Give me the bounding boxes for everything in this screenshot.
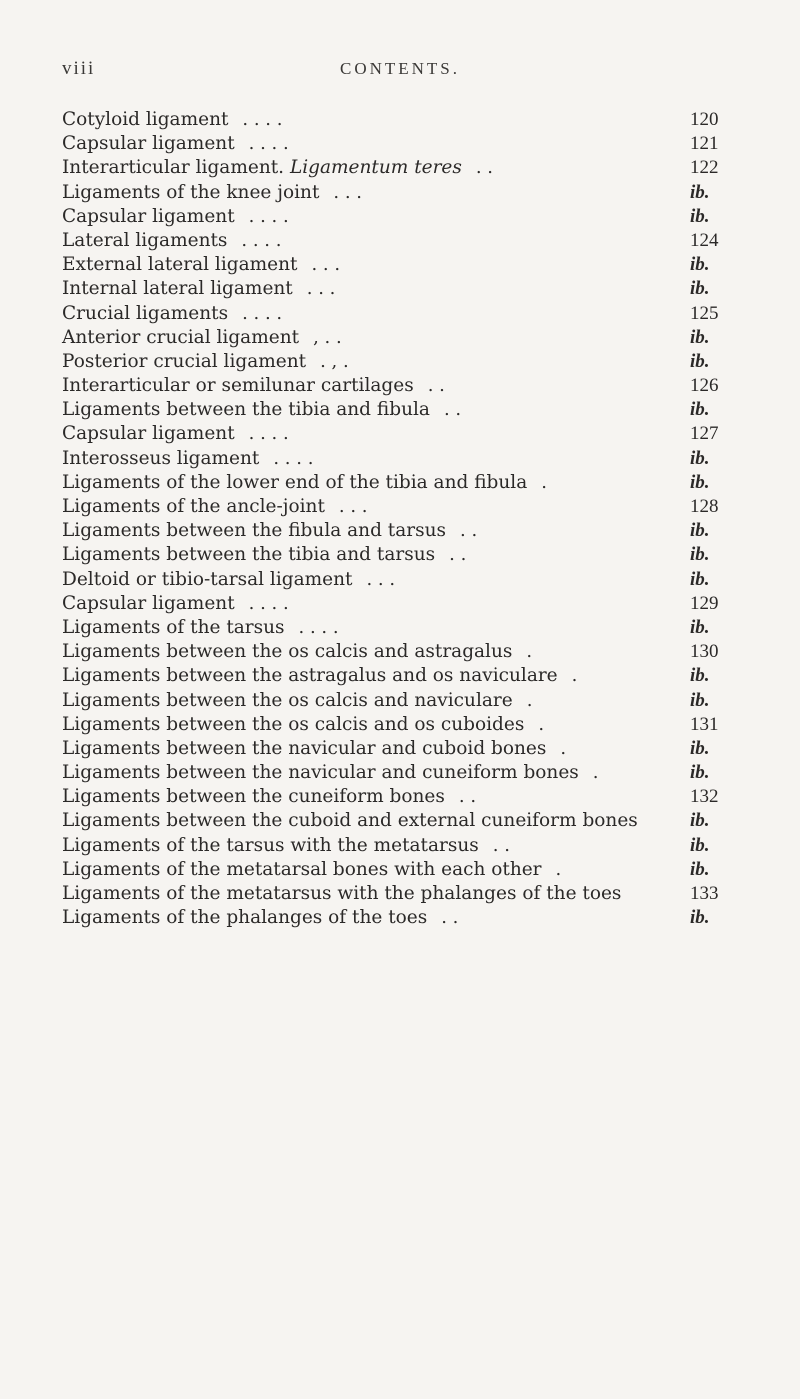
entry-title-text: Ligaments between the os calcis and astragalus bbox=[62, 641, 513, 663]
toc-entry bbox=[62, 809, 738, 833]
entry-title bbox=[62, 543, 435, 567]
dot-leader: . . bbox=[449, 544, 467, 566]
dot-leader: . bbox=[592, 762, 599, 784]
entry-title-text: Ligaments of the metatarsus with the phalanges of the toes bbox=[62, 883, 622, 904]
toc-entry bbox=[62, 543, 738, 567]
entry-title-text: Capsular ligament bbox=[62, 592, 235, 614]
entry-page-number: 125 bbox=[690, 302, 719, 324]
entry-page-number: ib. bbox=[690, 520, 710, 542]
toc-entry bbox=[62, 374, 738, 398]
entry-title bbox=[62, 737, 546, 761]
entry-title bbox=[62, 156, 462, 180]
entry-page-number: ib. bbox=[690, 278, 710, 300]
toc-entry bbox=[62, 447, 738, 471]
entry-title bbox=[62, 181, 319, 205]
entry-title bbox=[62, 616, 285, 640]
dot-leader: . . bbox=[427, 375, 445, 397]
entry-title bbox=[62, 713, 524, 737]
dot-leader: . . . . bbox=[241, 229, 282, 251]
running-head: CONTENTS. bbox=[339, 59, 461, 78]
entry-page-number: 133 bbox=[690, 883, 719, 904]
entry-page-number: ib. bbox=[690, 205, 710, 227]
entry-title bbox=[62, 689, 513, 713]
entry-page-number: 121 bbox=[690, 133, 719, 155]
entry-page-number: ib. bbox=[690, 471, 710, 493]
dot-leader: . bbox=[538, 713, 545, 735]
entry-title bbox=[62, 592, 235, 616]
toc-entry bbox=[62, 834, 738, 858]
entry-title bbox=[62, 664, 558, 688]
entry-title-text: Ligaments of the tarsus bbox=[62, 616, 285, 638]
entry-title bbox=[62, 277, 293, 301]
toc-entry bbox=[62, 785, 738, 809]
toc-entry bbox=[62, 156, 738, 180]
entry-title bbox=[62, 108, 228, 132]
entry-title bbox=[62, 422, 235, 446]
entry-title bbox=[62, 809, 638, 833]
toc-entry bbox=[62, 350, 738, 374]
dot-leader: . . . . bbox=[248, 423, 289, 445]
dot-leader: . bbox=[526, 641, 533, 663]
dot-leader: . bbox=[571, 665, 578, 687]
entry-title-text: Posterior crucial ligament bbox=[62, 350, 307, 372]
entry-title bbox=[62, 519, 446, 543]
entry-title bbox=[62, 495, 325, 519]
entry-page-number: ib. bbox=[690, 568, 710, 590]
entry-page-number: ib. bbox=[690, 447, 710, 469]
entry-title-text: Ligaments of the knee joint bbox=[62, 181, 320, 203]
entry-title bbox=[62, 906, 427, 930]
dot-leader: . . . . bbox=[242, 302, 283, 324]
entry-title-text: Interarticular or semilunar cartilages bbox=[62, 375, 414, 397]
dot-leader: . bbox=[541, 471, 547, 493]
entry-title bbox=[62, 882, 621, 906]
entry-page-number: 120 bbox=[690, 109, 719, 130]
toc-entry bbox=[62, 858, 738, 882]
entry-title-text: Crucial ligaments bbox=[62, 302, 229, 324]
toc-entry bbox=[62, 181, 738, 205]
entry-title-text: Lateral ligaments bbox=[62, 229, 228, 251]
entry-title-text: Ligaments between the cuneiform bones bbox=[62, 786, 445, 808]
entry-page-number: ib. bbox=[690, 665, 710, 687]
toc-entry bbox=[62, 689, 738, 713]
toc-entry bbox=[62, 471, 738, 495]
entry-title bbox=[62, 229, 227, 253]
dot-leader: . . . bbox=[338, 496, 368, 517]
dot-leader: . . bbox=[460, 520, 478, 542]
toc-entry bbox=[62, 253, 738, 277]
entry-title bbox=[62, 374, 414, 398]
toc-entry bbox=[62, 713, 738, 737]
entry-title-text: Ligaments between the navicular and cuboid bones bbox=[62, 737, 547, 759]
toc-entry bbox=[62, 640, 738, 664]
entry-page-number: ib. bbox=[690, 181, 710, 203]
entry-title-text: Ligaments between the fibula and tarsus bbox=[62, 520, 447, 542]
entry-title bbox=[62, 326, 299, 350]
dot-leader: . . . . bbox=[273, 447, 314, 469]
entry-page-number: ib. bbox=[690, 616, 710, 638]
entry-title-text: Ligaments between the cuboid and external cuneiform bones bbox=[62, 810, 638, 832]
entry-page-number: 128 bbox=[690, 496, 719, 517]
entry-title bbox=[62, 471, 527, 495]
entry-page-number: ib. bbox=[690, 834, 710, 856]
entry-title-text: Ligaments between the tibia and fibula bbox=[62, 399, 430, 421]
entry-title-text: Capsular ligament bbox=[62, 205, 235, 227]
dot-leader: . . . . bbox=[248, 133, 289, 155]
entry-page-number: 122 bbox=[690, 157, 719, 179]
toc-entry bbox=[62, 737, 738, 761]
entry-title bbox=[62, 302, 228, 326]
dot-leader: . . . bbox=[311, 254, 341, 276]
toc-entry bbox=[62, 205, 738, 229]
entry-page-number: 126 bbox=[690, 375, 719, 397]
toc-entry bbox=[62, 229, 738, 253]
entry-title-text: Anterior crucial ligament bbox=[62, 326, 300, 348]
entry-title-text: Capsular ligament bbox=[62, 423, 235, 445]
entry-page-number: ib. bbox=[690, 544, 710, 566]
entry-page-number: ib. bbox=[690, 326, 710, 348]
entry-page-number: 131 bbox=[690, 713, 719, 735]
entry-title bbox=[62, 858, 542, 882]
dot-leader: . . bbox=[492, 834, 510, 856]
entry-page-number: ib. bbox=[690, 689, 710, 711]
entry-title-text: Internal lateral ligament bbox=[62, 278, 293, 300]
toc-entry bbox=[62, 108, 738, 132]
entry-page-number: ib. bbox=[690, 907, 710, 929]
entry-page-number: 124 bbox=[690, 229, 719, 251]
entry-title bbox=[62, 132, 235, 156]
dot-leader: . , . bbox=[320, 350, 349, 372]
dot-leader: . . . . bbox=[242, 109, 283, 130]
entry-title-italic: Ligamentum teres bbox=[289, 157, 462, 179]
entry-title-text: Cotyloid ligament bbox=[62, 109, 229, 130]
entry-title bbox=[62, 640, 512, 664]
entry-page-number: ib. bbox=[690, 858, 710, 880]
toc-entry bbox=[62, 882, 738, 906]
toc-entry bbox=[62, 519, 738, 543]
entry-page-number: ib. bbox=[690, 762, 710, 784]
dot-leader: . . . . bbox=[298, 616, 339, 638]
entry-title-text: Ligaments between the tibia and tarsus bbox=[62, 544, 436, 566]
toc-entry bbox=[62, 398, 738, 422]
entry-page-number: ib. bbox=[690, 254, 710, 276]
dot-leader: . . . bbox=[366, 568, 396, 590]
dot-leader: . bbox=[526, 689, 533, 711]
entry-title-text: Capsular ligament bbox=[62, 133, 235, 155]
entry-title bbox=[62, 253, 297, 277]
entry-title bbox=[62, 761, 579, 785]
entry-title bbox=[62, 834, 479, 858]
entry-page-number: ib. bbox=[690, 810, 710, 832]
toc-entry bbox=[62, 422, 738, 446]
dot-leader: . . bbox=[475, 157, 494, 179]
entry-page-number: 130 bbox=[690, 641, 719, 663]
toc-entry bbox=[62, 302, 738, 326]
dot-leader: . . . . bbox=[248, 205, 289, 227]
entry-title bbox=[62, 205, 235, 229]
entry-title-text: Ligaments of the tarsus with the metatarsus bbox=[62, 834, 479, 856]
entry-title-text: Interosseus ligament bbox=[62, 447, 260, 469]
entry-page-number: 132 bbox=[690, 786, 719, 808]
toc-entry bbox=[62, 568, 738, 592]
entry-page-number: ib. bbox=[690, 350, 710, 372]
dot-leader: , . . bbox=[313, 326, 342, 348]
entry-page-number: 129 bbox=[690, 592, 719, 614]
dot-leader: . . bbox=[443, 399, 462, 421]
entry-title-text: Ligaments of the metatarsal bones with each other bbox=[62, 858, 542, 880]
toc-entry bbox=[62, 664, 738, 688]
entry-title-text: External lateral ligament bbox=[62, 254, 298, 276]
entry-title bbox=[62, 350, 306, 374]
dot-leader: . . . . bbox=[248, 592, 289, 614]
toc-entry bbox=[62, 326, 738, 350]
entry-page-number: ib. bbox=[690, 399, 710, 421]
entry-page-number: 127 bbox=[690, 423, 719, 445]
entry-title-text: Interarticular ligament. bbox=[62, 157, 285, 179]
toc-entry bbox=[62, 592, 738, 616]
toc-entry bbox=[62, 132, 738, 156]
entry-page-number: ib. bbox=[690, 737, 710, 759]
toc-entry bbox=[62, 495, 738, 519]
toc-entry bbox=[62, 277, 738, 301]
dot-leader: . bbox=[560, 737, 567, 759]
entry-title bbox=[62, 568, 352, 592]
entry-title bbox=[62, 785, 445, 809]
toc-entry bbox=[62, 906, 738, 930]
page-header bbox=[62, 58, 738, 88]
entry-title-text: Ligaments between the astragalus and os naviculare bbox=[62, 665, 558, 687]
dot-leader: . bbox=[555, 858, 562, 880]
entry-title-text: Ligaments between the os calcis and os cuboides bbox=[62, 713, 525, 735]
entry-title-text: Deltoid or tibio-tarsal ligament bbox=[62, 568, 353, 590]
table-of-contents bbox=[62, 108, 738, 930]
entry-title-text: Ligaments of the phalanges of the toes bbox=[62, 907, 428, 929]
toc-entry bbox=[62, 761, 738, 785]
entry-title-text: Ligaments of the lower end of the tibia and fibula bbox=[62, 471, 528, 493]
page-number: viii bbox=[62, 58, 96, 79]
entry-title-text: Ligaments of the ancle-joint bbox=[62, 496, 325, 517]
entry-title-text: Ligaments between the os calcis and naviculare bbox=[62, 689, 513, 711]
entry-title bbox=[62, 398, 430, 422]
toc-entry bbox=[62, 616, 738, 640]
entry-title-text: Ligaments between the navicular and cuneiform bones bbox=[62, 762, 579, 784]
entry-title bbox=[62, 447, 259, 471]
dot-leader: . . bbox=[458, 786, 477, 808]
dot-leader: . . . bbox=[306, 278, 336, 300]
dot-leader: . . bbox=[441, 907, 459, 929]
dot-leader: . . . bbox=[333, 181, 362, 203]
